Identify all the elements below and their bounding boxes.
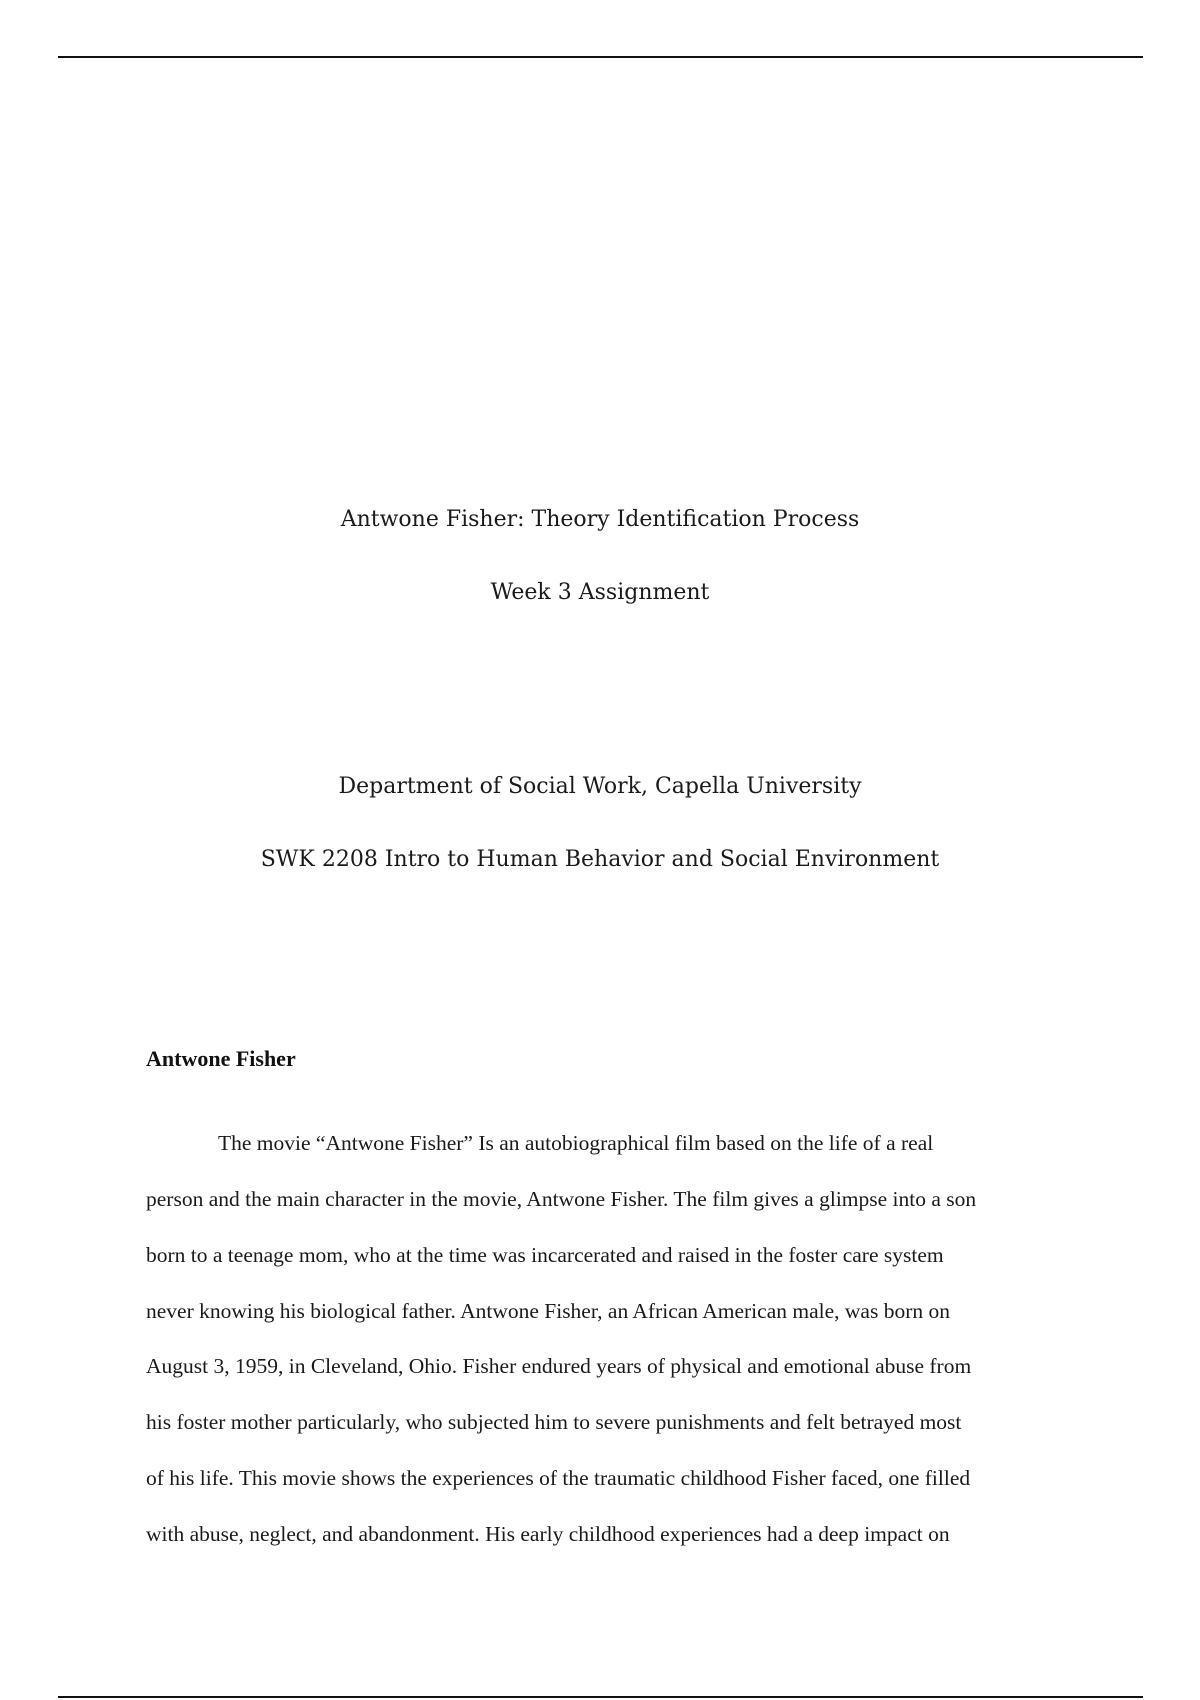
bottom-rule [58,1696,1143,1698]
paragraph-line: The movie “Antwone Fisher” Is an autobiographical film based on the life of a real [218,1131,934,1155]
paragraph-line: with abuse, neglect, and abandonment. His early childhood experiences had a deep impact on [146,1522,950,1546]
paper-title: Antwone Fisher: Theory Identification Process [340,507,860,532]
top-rule [58,56,1143,58]
paragraph-line: of his life. This movie shows the experiences of the traumatic childhood Fisher faced, one filled [146,1466,971,1490]
course-line: SWK 2208 Intro to Human Behavior and Social Environment [260,847,940,872]
paper-subtitle: Week 3 Assignment [490,580,710,605]
paragraph-line: never knowing his biological father. Antwone Fisher, an African American male, was born on [146,1299,950,1323]
section-heading: Antwone Fisher [146,1046,296,1071]
paragraph-line: person and the main character in the movie, Antwone Fisher. The film gives a glimpse into a son [146,1187,977,1211]
department-line: Department of Social Work, Capella University [338,774,862,799]
paragraph-line: his foster mother particularly, who subjected him to severe punishments and felt betrayed most [146,1410,962,1434]
paragraph-line: August 3, 1959, in Cleveland, Ohio. Fisher endured years of physical and emotional abuse from [146,1354,972,1378]
paragraph-line: born to a teenage mom, who at the time was incarcerated and raised in the foster care system [146,1243,944,1267]
